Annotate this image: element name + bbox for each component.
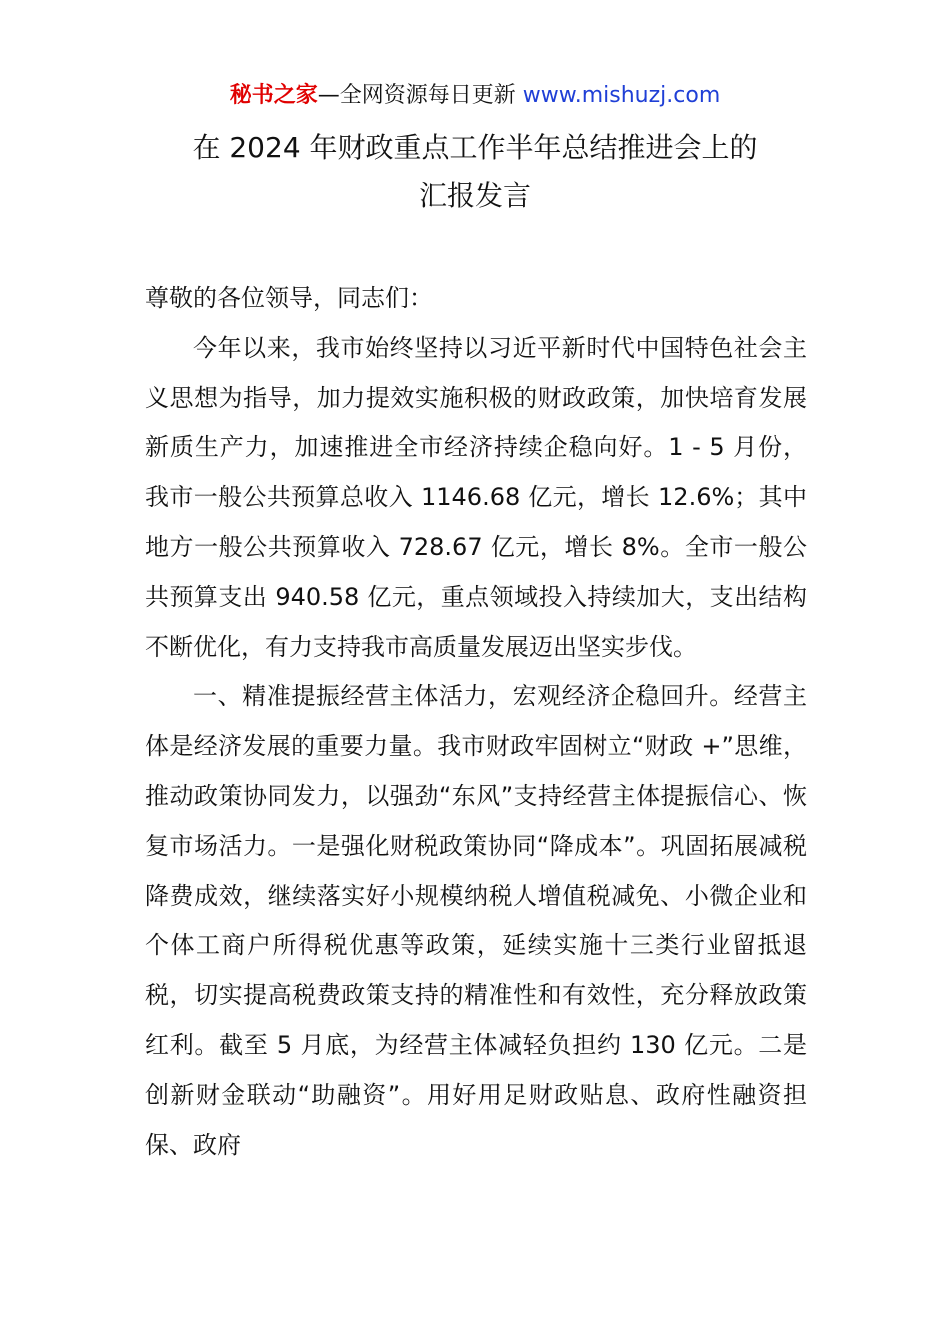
paragraph-section-1: 一、精准提振经营主体活力，宏观经济企稳回升。经营主体是经济发展的重要力量。我市财政牢固树立“财政 +”思维，推动政策协同发力，以强劲“东风”支持经营主体提振信心、恢复市场活力。一是强化财税政策协同“降成本”。巩固拓展减税降费成效，继续落实好小规模纳税人增值税减免、小微企业和个体工商户所得税优惠等政策，延续实施十三类行业留抵退税，切实提高税费政策支持的精准性和有效性，充分释放政策红利。截至 5 月底，为经营主体减轻负担约 130 亿元。二是创新财金联动“助融资”。用好用足财政贴息、政府性融资担保、政府 (145, 682, 807, 1159)
document-body (145, 274, 807, 1170)
site-tagline: —全网资源每日更新 (317, 83, 523, 108)
title-line-2: 汇报发言 (418, 179, 531, 212)
salutation: 尊敬的各位领导，同志们： (145, 284, 433, 312)
site-url-link[interactable]: www.mishuzj.com (522, 83, 721, 108)
site-brand: 秘书之家 (229, 83, 318, 108)
title-line-1: 在 2024 年财政重点工作半年总结推进会上的 (192, 131, 758, 164)
site-header (0, 78, 950, 114)
document-title (0, 124, 950, 220)
paragraph-intro: 今年以来，我市始终坚持以习近平新时代中国特色社会主义思想为指导，加力提效实施积极的财政政策，加快培育发展新质生产力，加速推进全市经济持续企稳向好。1 - 5 月份，我市一般公共预算总收入 1146.68 亿元，增长 12.6%；其中地方一般公共预算收入 728.67 亿元，增长 8%。全市一般公共预算支出 940.58 亿元，重点领域投入持续加大，支出结构不断优化，有力支持我市高质量发展迈出坚实步伐。 (145, 333, 807, 661)
